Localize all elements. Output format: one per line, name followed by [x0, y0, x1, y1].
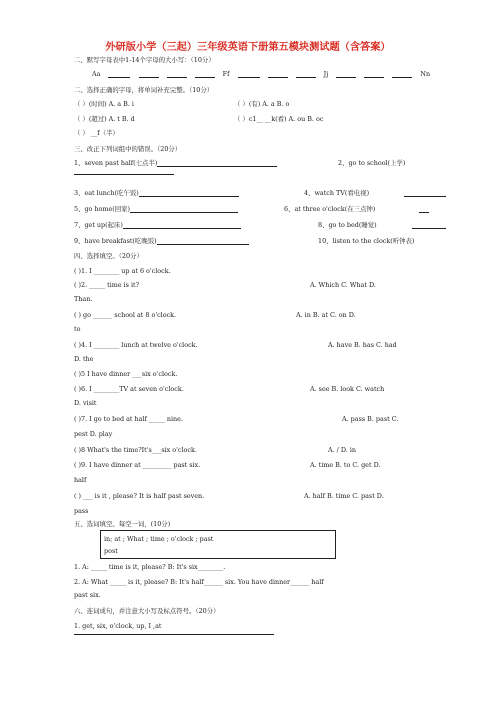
correction-row-4: 7、get up(起床) 8、go to bed(睡觉) [74, 221, 434, 229]
correction-row-3: 5、go home(回家) 6、at three o'clock(在三点钟) [74, 205, 434, 213]
mc-question-6: ( )6. I ________TV at seven o'clock. A. see B. look C. watch [74, 385, 385, 393]
mc-question-9: ( )9. I have dinner at _________ past six. A. time B. to C. get D. [74, 461, 381, 469]
correction-row-2: 3、eat lunch(吃午饭) 4、watch TV(看电视) [74, 189, 434, 197]
letter-nn: Nn [420, 70, 431, 78]
letter-jj: Jj [323, 70, 329, 78]
mc-question-7: ( )7. I go to bed at half _____ nine. A. pass B. past C. [74, 415, 399, 423]
letter-ff: Ff [222, 70, 230, 78]
section-5-heading: 四、选择填空。（20分） [74, 252, 143, 260]
fill-word-item-2: 2. A: What _____ is it, please? B: It's half______ six. You have dinner______ half [74, 578, 324, 586]
fill-letter-item-2: （ ）(超过) A. t B. d （ ）c1__ __k(看) A. ou B. oc [74, 115, 324, 123]
fill-letter-item-1: （ ）(时间) A. a B. i （ ）(有) A. a B. o [74, 100, 290, 108]
sentence-item-1: 1. get, six, o'clock, up, I ,at [74, 622, 162, 630]
answer-line [74, 634, 274, 635]
word-bank-line-1: in; at ; What ; time ; o'clock ; past [104, 535, 214, 543]
word-bank-line-2: post [104, 547, 118, 555]
alphabet-row [92, 70, 431, 78]
correction-row-5: 9、have breakfast(吃晚饭) 10、listen to the clock(听钟表) [74, 237, 415, 245]
worksheet-page: 外研版小学（三起）三年级英语下册第五模块测试题（含答案） 二、默写字母表中1-14个字母的大小写：（10分） Aa Ff Jj Nn 二、选择正确的字母，将单词补充完整。（10分） （ ）(时间) A. a B. i （ ）(有) A. a B. o （ ）(超过) A. t B. d （ ）c1__ __k(看) A. ou B. oc （ ） __f（半） 三、改正下列词组中的错误。（20分） 1、seven past half(七点半) 2、go to school(上学) 3、eat lunch(吃午饭) 4、watch TV(看电视) 5、go home(回家) 6、at three o'clock(在三点钟) 7、get up(起床) 8、go to bed(睡觉) 9、have breakfast(吃晚饭) 10、listen to the clock(听钟表) 四、选择填空。（20分） ( )1. I ________ up at 6 o'clock. ( )2. _____ time is it? A. Which C. What D. Than. ( ) go ______ school at 8 o'clock. A. in B. at C. on D. to ( )4. I ________ lunch at twelve o'clock. A. have B. has C. had D. the ( )5 I have dinner ___six o'clock. ( )6. I ________TV at seven o'clock. A. see B. look C. watch D. visit ( )7. I go to bed at half _____ nine. A. pass B. past C. pest D. play ( )8 What's the time?It's___six o'clock. A. / D. in ( )9. I have dinner at _________ past six. A. time B. to C. get D. half ( ) ___ is it , please? It is half past seven. A. half B. time C. past D. pass 五、选词填空。每空一词，(10分) in; at ; What ; time ; o'clock ; past post 1. A: _____ time is it, please? B: It's six________. 2. A: What _____ is it, please? B: It's half______ six. You have dinner______ half past six. 六、连词成句，并注意大小写及标点符号。（20分） 1. get, six, o'clock, up, I ,at [0, 0, 496, 702]
mc-question-2: ( )2. _____ time is it? A. Which C. What D. [74, 281, 376, 289]
section-4-heading: 三、改正下列词组中的错误。（20分） [74, 145, 182, 153]
mc-question-8: ( )8 What's the time?It's___six o'clock. A. / D. in [74, 446, 356, 454]
mc-question-10: ( ) ___ is it , please? It is half past seven. A. half B. time C. past D. [74, 492, 384, 500]
section-2-heading: 二、默写字母表中1-14个字母的大小写：（10分） [74, 56, 215, 64]
fill-letter-item-3: （ ） __f（半） [74, 129, 119, 137]
mc-question-1: ( )1. I ________ up at 6 o'clock. [74, 267, 171, 275]
page-title: 外研版小学（三起）三年级英语下册第五模块测试题（含答案） [105, 42, 391, 53]
section-3-heading: 二、选择正确的字母，将单词补充完整。（10分） [74, 86, 214, 94]
correction-row-1: 1、seven past half(七点半) 2、go to school(上学) [74, 159, 406, 167]
mc-question-3: ( ) go ______ school at 8 o'clock. A. in B. at C. on D. [74, 311, 356, 319]
correction-row-1-blank [74, 167, 434, 175]
section-6-heading: 五、选词填空。每空一词，(10分) [74, 520, 171, 528]
mc-question-5: ( )5 I have dinner ___six o'clock. [74, 370, 178, 378]
letter-aa: Aa [92, 70, 101, 78]
section-7-heading: 六、连词成句，并注意大小写及标点符号。（20分） [74, 607, 220, 615]
fill-word-item-1: 1. A: _____ time is it, please? B: It's six________. [74, 563, 226, 571]
mc-question-4: ( )4. I ________ lunch at twelve o'clock. A. have B. has C. had [74, 341, 397, 349]
